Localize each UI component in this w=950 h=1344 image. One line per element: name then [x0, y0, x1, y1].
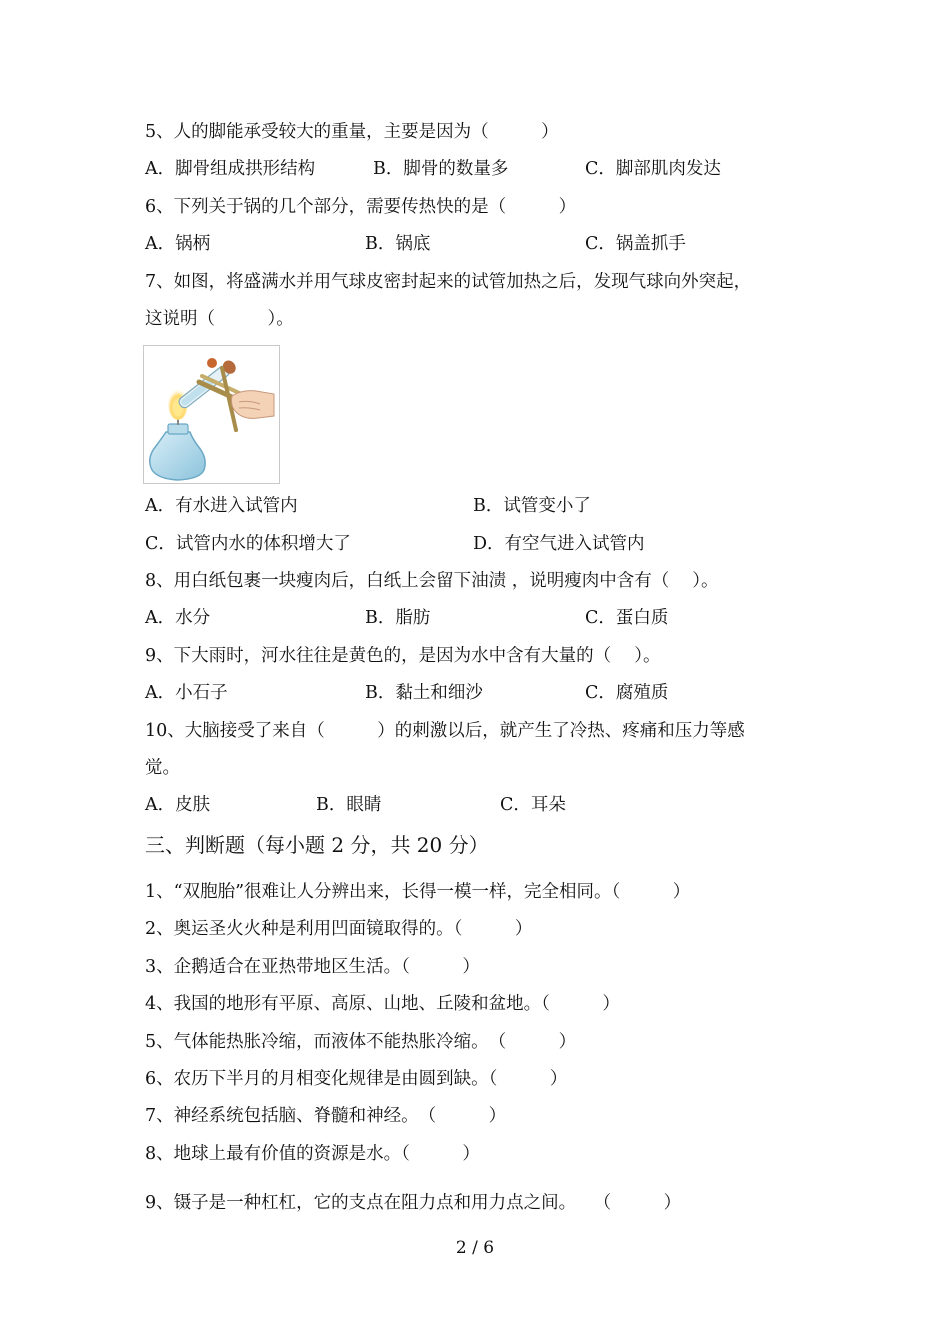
judge-item-8: 8、地球上最有价值的资源是水。（ ） [145, 1144, 480, 1164]
q10-stem-line2: 觉。 [145, 758, 180, 778]
q8-option-c: C．蛋白质 [585, 608, 669, 628]
q7-stem-line2: 这说明（ ）。 [145, 309, 294, 329]
page-number: 2 / 6 [455, 1238, 495, 1258]
q9-stem: 9、下大雨时，河水往往是黄色的，是因为水中含有大量的（ ）。 [145, 646, 661, 666]
q6-option-b: B．锅底 [365, 234, 431, 254]
judge-item-3: 3、企鹅适合在亚热带地区生活。（ ） [145, 957, 480, 977]
q10-option-c: C．耳朵 [500, 795, 566, 815]
judge-item-5: 5、气体能热胀冷缩，而液体不能热胀冷缩。 （ ） [145, 1032, 577, 1052]
q7-option-b: B．试管变小了 [473, 496, 591, 516]
judge-item-6: 6、农历下半月的月相变化规律是由圆到缺。（ ） [145, 1069, 568, 1089]
alcohol-lamp-test-tube-icon [144, 346, 279, 483]
q10-option-a: A．皮肤 [145, 795, 211, 815]
q7-option-c: C．试管内水的体积增大了 [145, 534, 351, 554]
q8-option-a: A．水分 [145, 608, 211, 628]
q6-stem: 6、下列关于锅的几个部分，需要传热快的是（ ） [145, 197, 577, 217]
q7-option-a: A．有水进入试管内 [145, 496, 298, 516]
q5-option-a: A．脚骨组成拱形结构 [145, 159, 316, 179]
q5-option-c: C．脚部肌肉发达 [585, 159, 721, 179]
q5-stem: 5、人的脚能承受较大的重量，主要是因为（ ） [145, 122, 559, 142]
q7-stem-line1: 7、如图，将盛满水并用气球皮密封起来的试管加热之后，发现气球向外突起， [145, 272, 752, 292]
q6-option-c: C．锅盖抓手 [585, 234, 686, 254]
test-tube-heating-figure [143, 345, 280, 484]
q10-stem-line1: 10、大脑接受了来自（ ）的刺激以后，就产生了冷热、疼痛和压力等感 [145, 721, 745, 741]
judge-item-2: 2、奥运圣火火种是利用凹面镜取得的。（ ） [145, 919, 533, 939]
q8-stem: 8、用白纸包裹一块瘦肉后，白纸上会留下油渍 ，说明瘦肉中含有（ ）。 [145, 571, 719, 591]
q10-option-b: B．眼睛 [316, 795, 382, 815]
q8-option-b: B．脂肪 [365, 608, 431, 628]
q7-option-d: D．有空气进入试管内 [473, 534, 645, 554]
judge-item-9: 9、镊子是一种杠杠，它的支点在阻力点和用力点之间。 （ ） [145, 1193, 682, 1213]
judge-item-7: 7、神经系统包括脑、脊髓和神经。 （ ） [145, 1106, 507, 1126]
section-title: 三、判断题（每小题 2 分，共 20 分） [145, 833, 489, 857]
judge-item-1: 1、“双胞胎”很难让人分辨出来，长得一模一样，完全相同。（ ） [145, 882, 691, 902]
q9-option-b: B．黏土和细沙 [365, 683, 483, 703]
q6-option-a: A．锅柄 [145, 234, 211, 254]
q9-option-a: A．小石子 [145, 683, 228, 703]
judge-item-4: 4、我国的地形有平原、高原、山地、丘陵和盆地。（ ） [145, 994, 620, 1014]
q9-option-c: C．腐殖质 [585, 683, 669, 703]
q5-option-b: B．脚骨的数量多 [373, 159, 509, 179]
